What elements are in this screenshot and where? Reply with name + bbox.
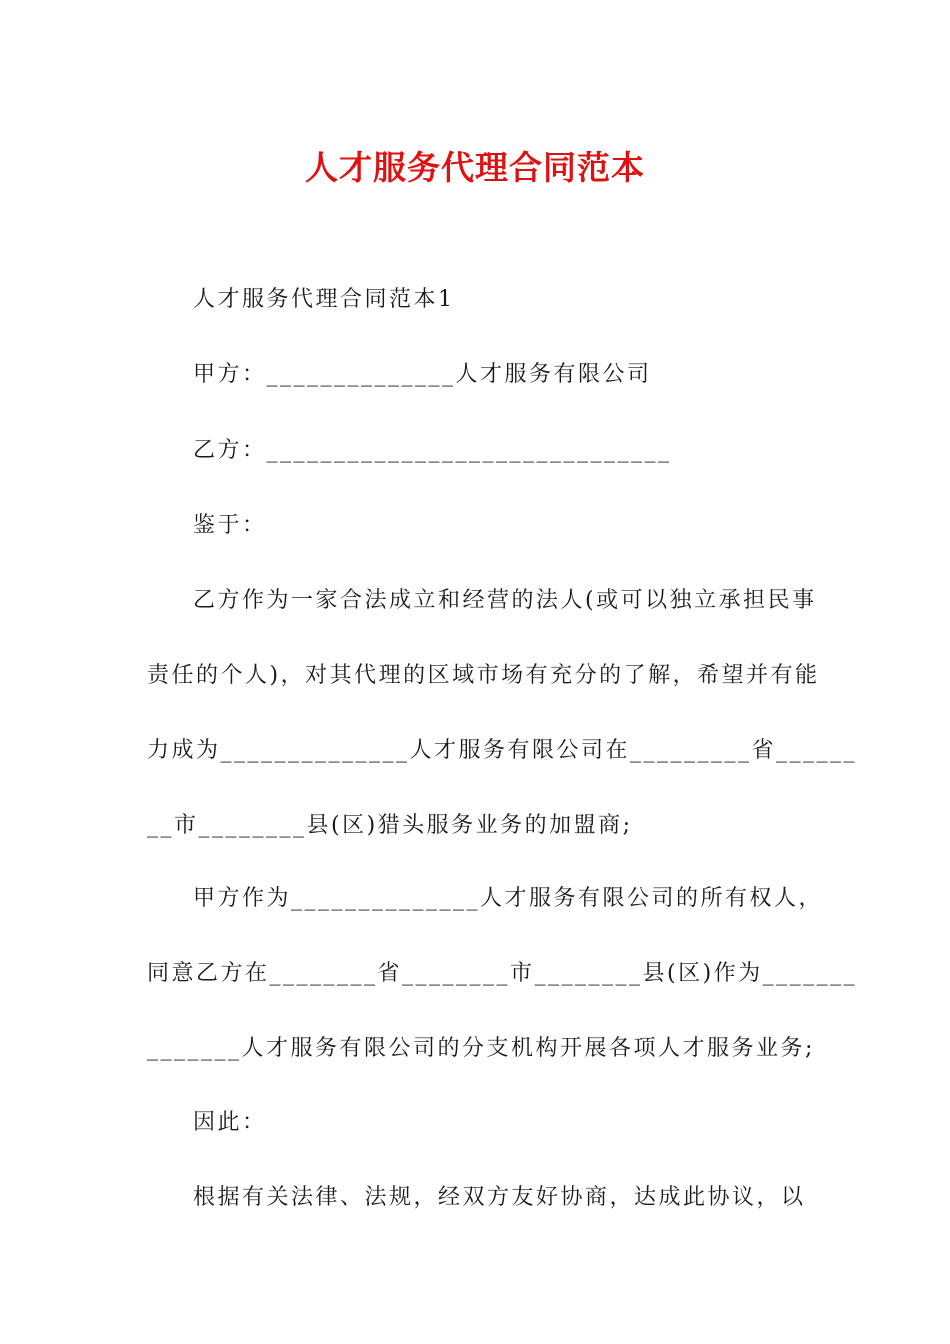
section-heading: 人才服务代理合同范本1 <box>193 287 455 312</box>
paragraph-line: 责任的个人)，对其代理的区域市场有充分的了解，希望并有能 <box>147 663 820 688</box>
party-a-line: 甲方：______________人才服务有限公司 <box>193 362 652 387</box>
therefore-heading: 因此： <box>193 1110 267 1135</box>
paragraph-line: 根据有关法律、法规，经双方友好协商，达成此协议，以 <box>193 1185 806 1210</box>
whereas-heading: 鉴于： <box>193 513 267 538</box>
paragraph-line: __市________县(区)猎头服务业务的加盟商; <box>147 813 633 838</box>
paragraph-line: 同意乙方在________省________市________县(区)作为_______ <box>147 961 858 986</box>
party-b-line: 乙方：______________________________ <box>193 438 672 463</box>
document-title: 人才服务代理合同范本 <box>305 148 645 187</box>
paragraph-line: _______人才服务有限公司的分支机构开展各项人才服务业务; <box>147 1036 815 1061</box>
paragraph-line: 力成为______________人才服务有限公司在_________省______ <box>147 738 858 763</box>
paragraph-line: 甲方作为______________人才服务有限公司的所有权人， <box>193 886 824 911</box>
paragraph-line: 乙方作为一家合法成立和经营的法人(或可以独立承担民事 <box>193 588 817 613</box>
